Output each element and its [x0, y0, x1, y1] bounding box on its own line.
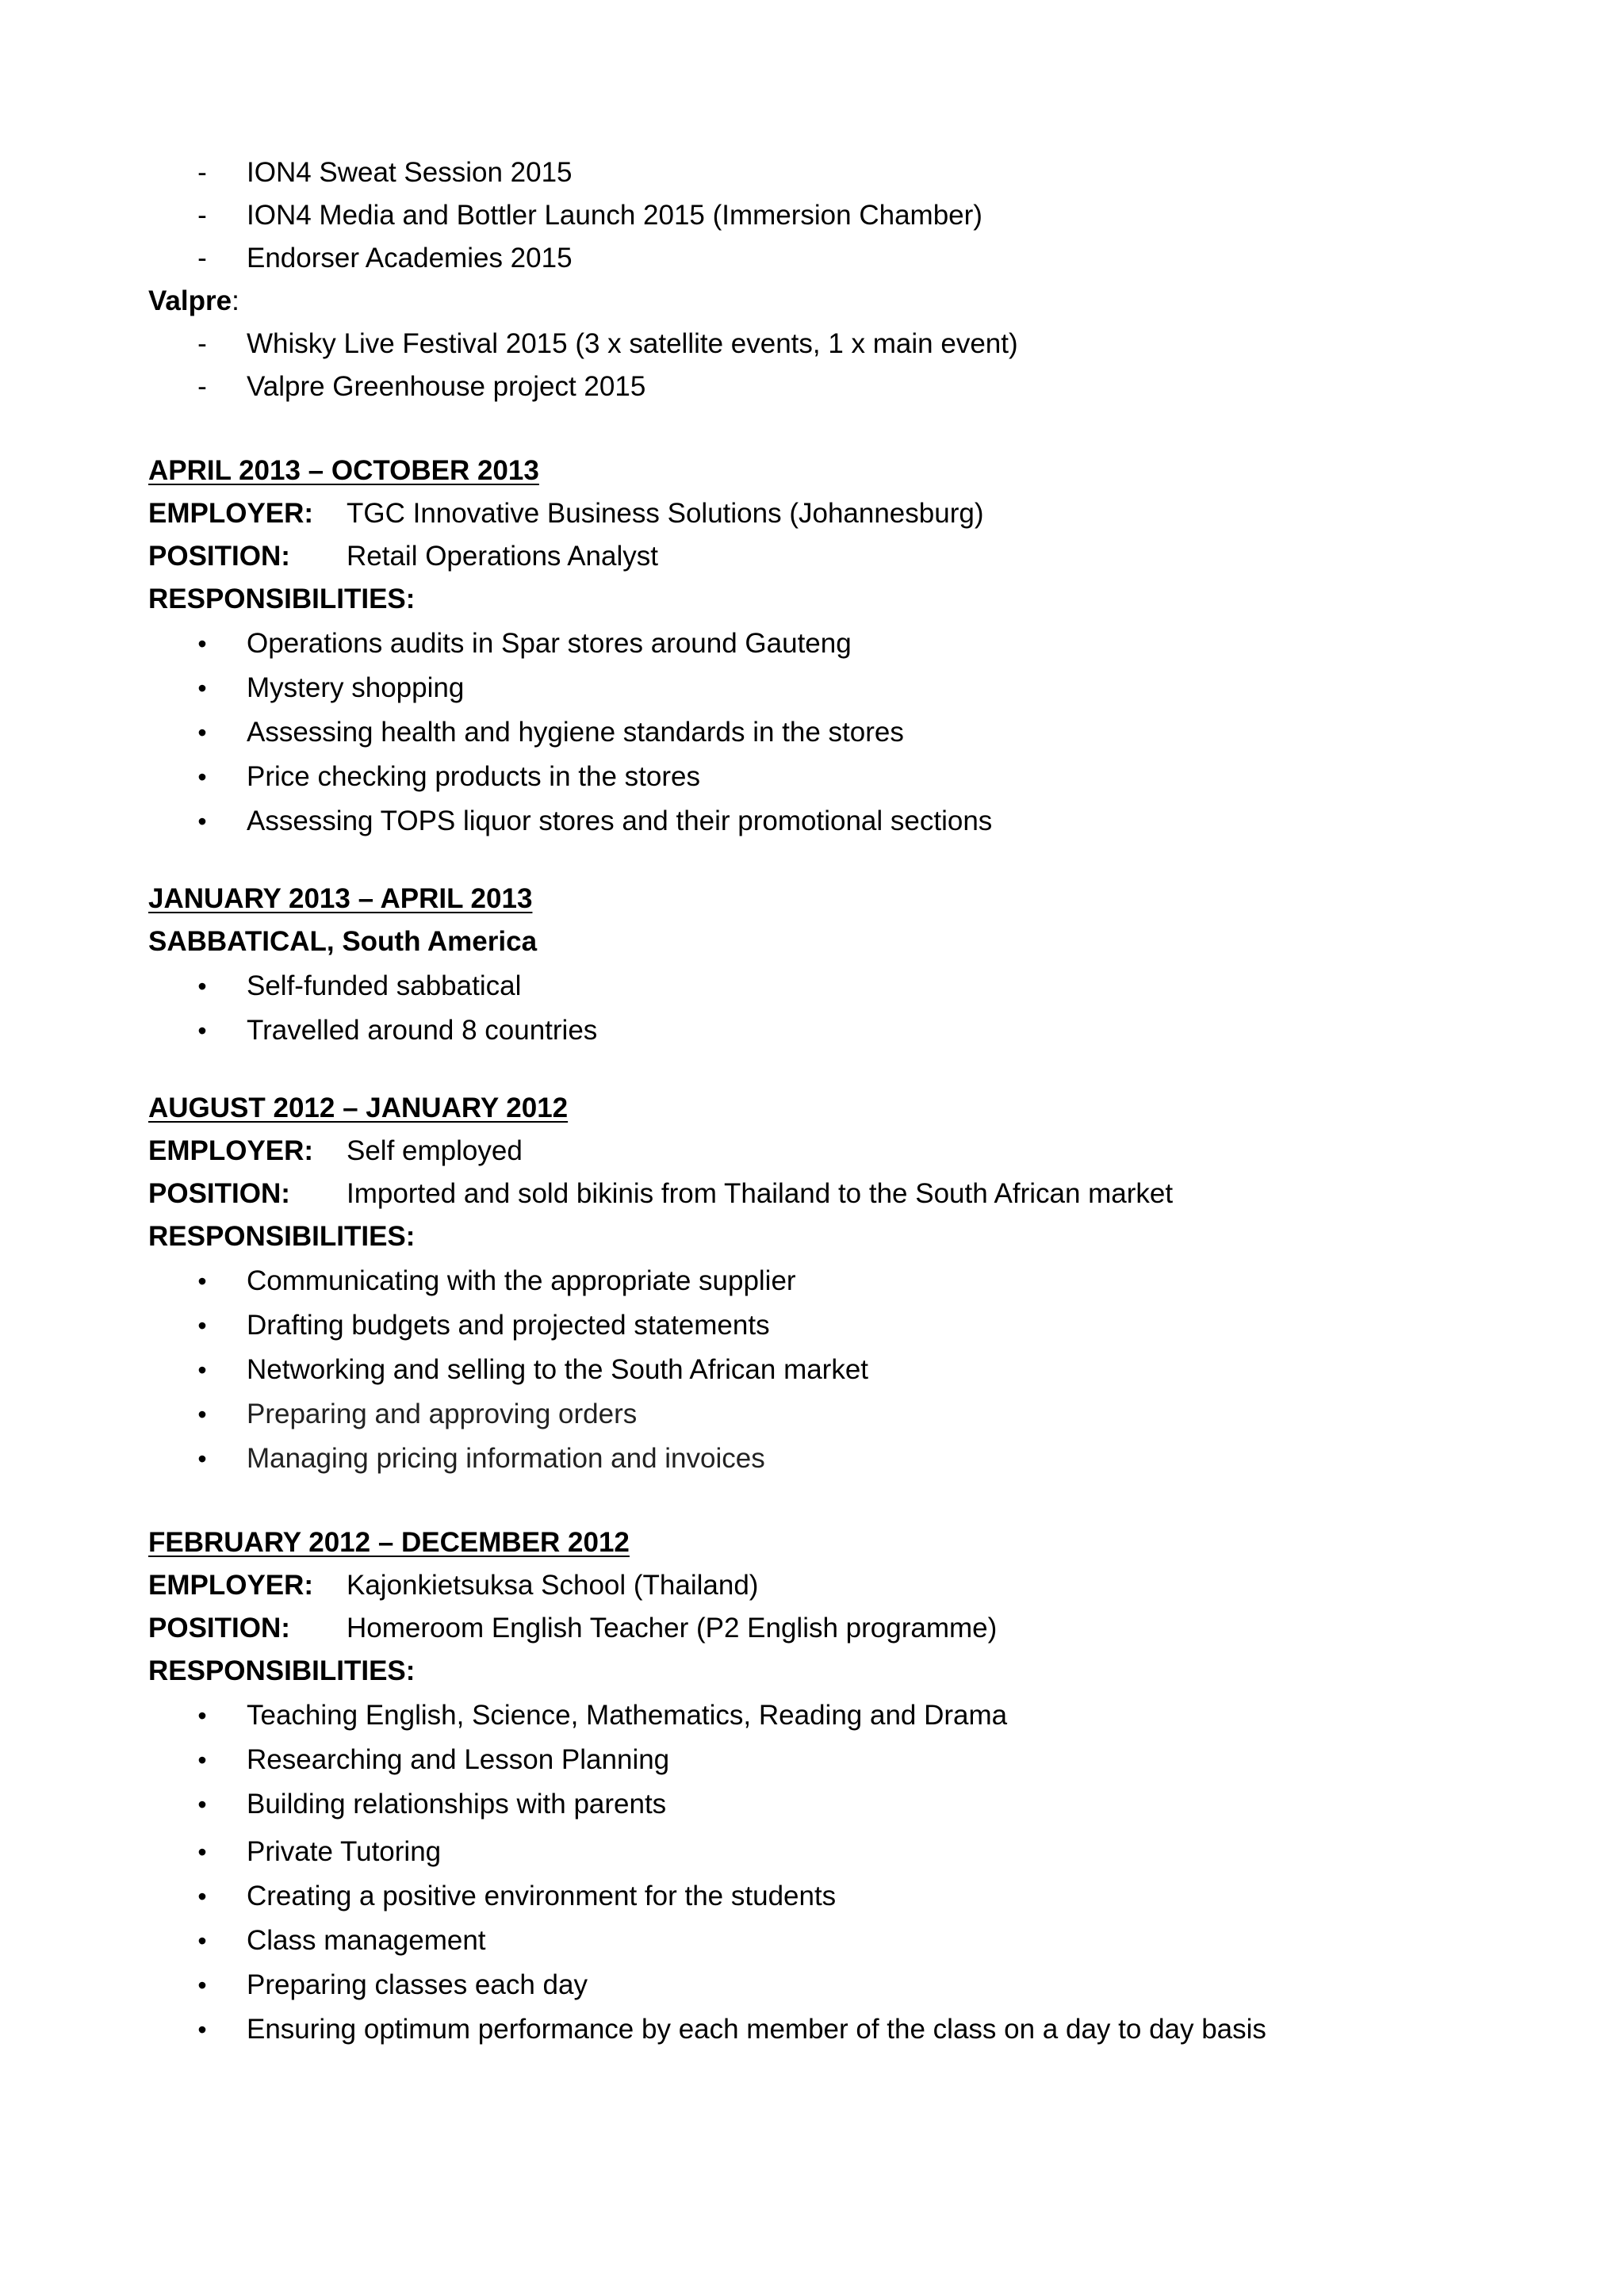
- list-item-text: Creating a positive environment for the students: [247, 1881, 837, 1911]
- bullet-marker: •: [197, 1311, 207, 1340]
- employer-label: EMPLOYER:: [148, 1135, 314, 1166]
- responsibilities-label: RESPONSIBILITIES:: [148, 1655, 416, 1686]
- bullet-marker: •: [197, 1882, 207, 1911]
- list-item-text: Self-funded sabbatical: [247, 970, 522, 1001]
- dash-marker: -: [197, 243, 207, 274]
- list-item-text: Preparing classes each day: [247, 1969, 588, 2000]
- list-item-text: Whisky Live Festival 2015 (3 x satellite events, 1 x main event): [247, 328, 1018, 359]
- job3-period-heading: FEBRUARY 2012 – DECEMBER 2012: [148, 1527, 630, 1558]
- job2-employer-row: [148, 1134, 523, 1169]
- bullet-marker: •: [197, 807, 207, 836]
- job1-position: Retail Operations Analyst: [347, 541, 658, 572]
- list-item-text: Communicating with the appropriate supplier: [247, 1265, 796, 1296]
- list-item-text: Managing pricing information and invoices: [247, 1443, 765, 1474]
- sabbatical-title: SABBATICAL, South America: [148, 926, 538, 957]
- job3-position-row: [148, 1611, 997, 1646]
- dash-marker: -: [197, 200, 207, 231]
- list-item-text: Networking and selling to the South African market: [247, 1354, 869, 1385]
- bullet-marker: •: [197, 1400, 207, 1429]
- bullet-marker: •: [197, 1356, 207, 1384]
- list-item-text: Teaching English, Science, Mathematics, Reading and Drama: [247, 1700, 1008, 1731]
- bullet-marker: •: [197, 629, 207, 658]
- job1-employer-row: [148, 496, 983, 531]
- list-item-text: Travelled around 8 countries: [247, 1015, 598, 1046]
- valpre-heading: [148, 284, 239, 319]
- responsibilities-label: RESPONSIBILITIES:: [148, 584, 416, 614]
- bullet-marker: •: [197, 674, 207, 702]
- bullet-marker: •: [197, 1927, 207, 1955]
- job3-employer-row: [148, 1568, 758, 1603]
- bullet-marker: •: [197, 1267, 207, 1295]
- list-item-text: Valpre Greenhouse project 2015: [247, 371, 646, 402]
- list-item-text: Assessing health and hygiene standards in the stores: [247, 717, 904, 748]
- bullet-marker: •: [197, 1790, 207, 1819]
- list-item-text: Private Tutoring: [247, 1836, 442, 1867]
- bullet-marker: •: [197, 1016, 207, 1045]
- bullet-marker: •: [197, 1701, 207, 1730]
- sabbatical-period-heading: JANUARY 2013 – APRIL 2013: [148, 883, 533, 914]
- list-item-text: Ensuring optimum performance by each member of the class on a day to day basis: [247, 2014, 1266, 2045]
- dash-marker: -: [197, 157, 207, 188]
- list-item-text: Researching and Lesson Planning: [247, 1744, 670, 1775]
- job3-position: Homeroom English Teacher (P2 English programme): [347, 1613, 998, 1644]
- bullet-marker: •: [197, 972, 207, 1001]
- employer-label: EMPLOYER:: [148, 1570, 314, 1601]
- list-item-text: Preparing and approving orders: [247, 1399, 638, 1429]
- job2-position: Imported and sold bikinis from Thailand to the South African market: [347, 1178, 1174, 1209]
- bullet-marker: •: [197, 763, 207, 791]
- list-item-text: Endorser Academies 2015: [247, 243, 573, 274]
- bullet-marker: •: [197, 1838, 207, 1866]
- job2-employer: Self employed: [347, 1135, 523, 1166]
- employer-label: EMPLOYER:: [148, 498, 314, 529]
- job3-employer: Kajonkietsuksa School (Thailand): [347, 1570, 759, 1601]
- job2-position-row: [148, 1177, 1173, 1211]
- bullet-marker: •: [197, 2015, 207, 2044]
- list-item-text: Assessing TOPS liquor stores and their promotional sections: [247, 806, 993, 836]
- bullet-marker: •: [197, 1746, 207, 1774]
- job2-period-heading: AUGUST 2012 – JANUARY 2012: [148, 1093, 569, 1123]
- list-item-text: Operations audits in Spar stores around Gauteng: [247, 628, 852, 659]
- position-label: POSITION:: [148, 1613, 290, 1644]
- position-label: POSITION:: [148, 1178, 290, 1209]
- list-item-text: ION4 Sweat Session 2015: [247, 157, 573, 188]
- job1-employer: TGC Innovative Business Solutions (Johannesburg): [347, 498, 984, 529]
- bullet-marker: •: [197, 1971, 207, 1999]
- dash-marker: -: [197, 371, 207, 402]
- dash-marker: -: [197, 328, 207, 359]
- bullet-marker: •: [197, 1445, 207, 1473]
- list-item-text: ION4 Media and Bottler Launch 2015 (Immersion Chamber): [247, 200, 982, 231]
- list-item-text: Price checking products in the stores: [247, 761, 700, 792]
- valpre-colon: :: [232, 285, 239, 316]
- position-label: POSITION:: [148, 541, 290, 572]
- job1-period-heading: APRIL 2013 – OCTOBER 2013: [148, 455, 539, 486]
- responsibilities-label: RESPONSIBILITIES:: [148, 1221, 416, 1252]
- list-item-text: Class management: [247, 1925, 486, 1956]
- valpre-label: Valpre: [148, 285, 232, 316]
- list-item-text: Drafting budgets and projected statements: [247, 1310, 770, 1341]
- job1-position-row: [148, 539, 658, 574]
- list-item-text: Building relationships with parents: [247, 1789, 667, 1820]
- bullet-marker: •: [197, 718, 207, 747]
- list-item-text: Mystery shopping: [247, 672, 465, 703]
